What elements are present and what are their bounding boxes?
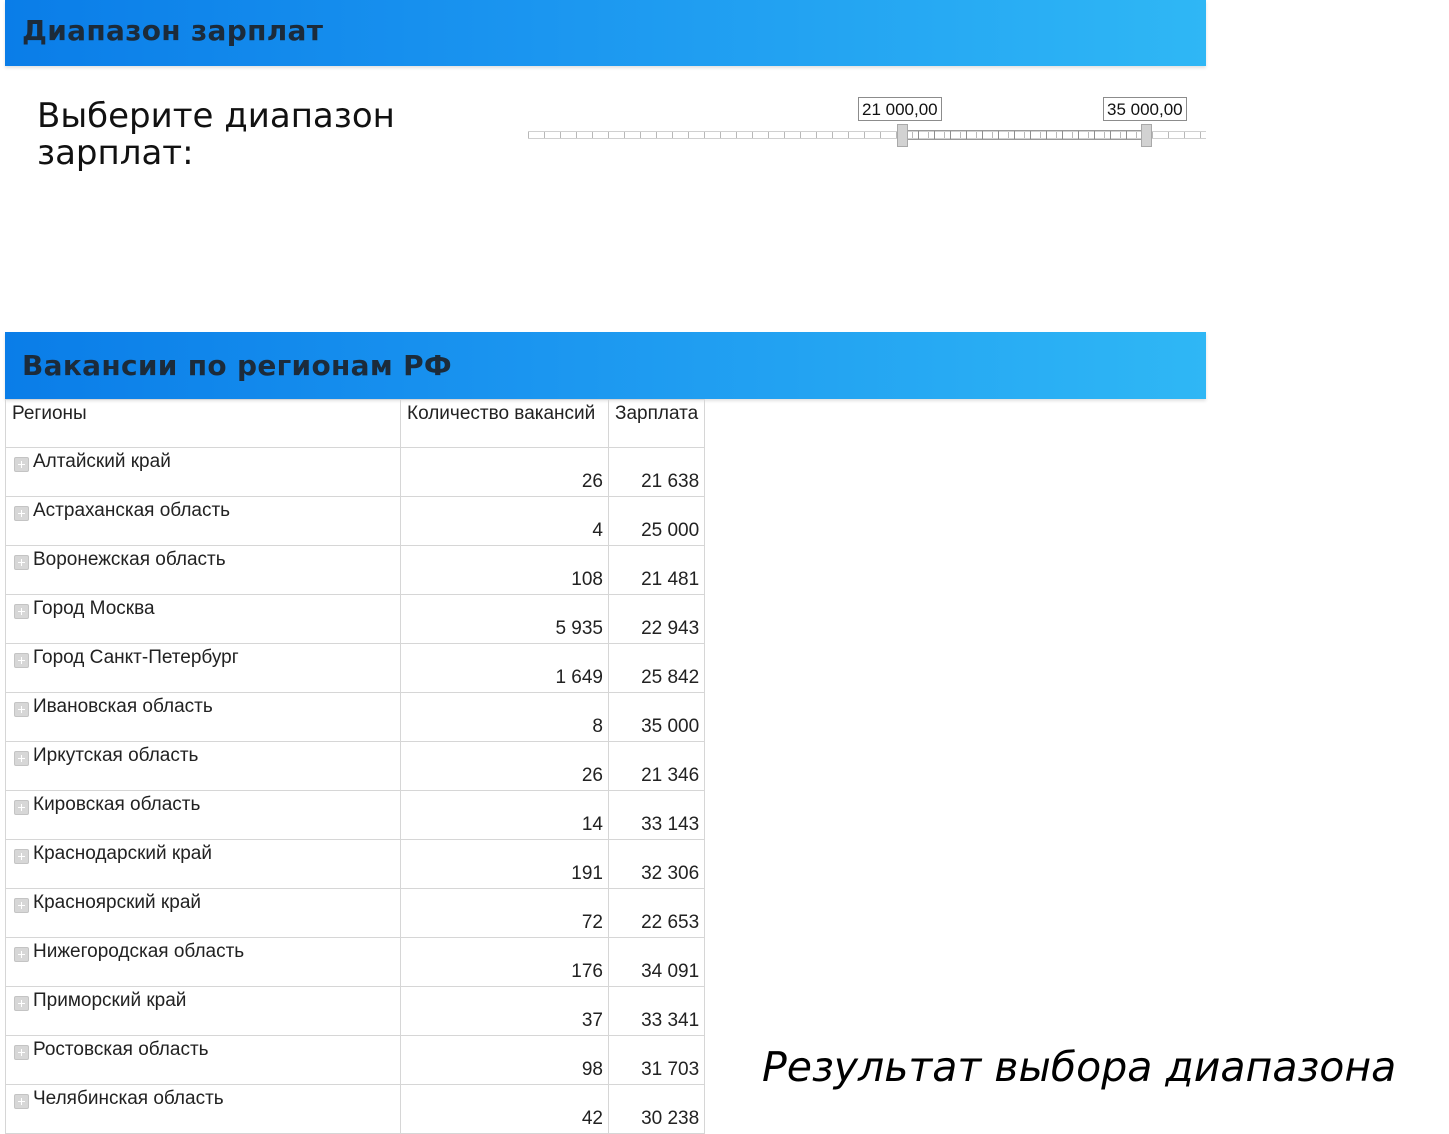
column-header-regions[interactable]: Регионы bbox=[6, 400, 401, 448]
slider-min-value: 21 000,00 bbox=[858, 97, 942, 121]
salary-range-title: Диапазон зарплат bbox=[22, 14, 324, 47]
vacancy-count-cell: 176 bbox=[401, 938, 609, 987]
salary-cell: 31 703 bbox=[609, 1036, 705, 1085]
vacancies-header bbox=[5, 332, 1206, 399]
region-name: Алтайский край bbox=[33, 451, 171, 472]
plus-box-icon[interactable] bbox=[14, 457, 29, 472]
salary-cell: 35 000 bbox=[609, 693, 705, 742]
table-row bbox=[6, 791, 705, 840]
region-cell bbox=[6, 546, 401, 595]
table-row bbox=[6, 693, 705, 742]
vacancy-count-cell: 108 bbox=[401, 546, 609, 595]
salary-cell: 25 000 bbox=[609, 497, 705, 546]
result-caption: Результат выбора диапазона bbox=[762, 1043, 1397, 1091]
salary-cell: 30 238 bbox=[609, 1085, 705, 1134]
salary-range-label: Выберите диапазон зарплат: bbox=[37, 96, 395, 173]
vacancy-count-cell: 26 bbox=[401, 742, 609, 791]
salary-range-header bbox=[5, 0, 1206, 66]
vacancy-count-cell: 5 935 bbox=[401, 595, 609, 644]
plus-box-icon[interactable] bbox=[14, 702, 29, 717]
region-name: Краснодарский край bbox=[33, 843, 212, 864]
salary-cell: 25 842 bbox=[609, 644, 705, 693]
table-row bbox=[6, 889, 705, 938]
plus-box-icon[interactable] bbox=[14, 1094, 29, 1109]
vacancy-count-cell: 98 bbox=[401, 1036, 609, 1085]
salary-cell: 22 943 bbox=[609, 595, 705, 644]
table-row bbox=[6, 595, 705, 644]
plus-box-icon[interactable] bbox=[14, 506, 29, 521]
plus-box-icon[interactable] bbox=[14, 898, 29, 913]
plus-box-icon[interactable] bbox=[14, 996, 29, 1011]
table-row bbox=[6, 497, 705, 546]
plus-box-icon[interactable] bbox=[14, 1045, 29, 1060]
region-name: Ростовская область bbox=[33, 1039, 209, 1060]
salary-cell: 34 091 bbox=[609, 938, 705, 987]
plus-box-icon[interactable] bbox=[14, 555, 29, 570]
table-row bbox=[6, 840, 705, 889]
region-cell bbox=[6, 742, 401, 791]
region-name: Иркутская область bbox=[33, 745, 199, 766]
region-cell bbox=[6, 497, 401, 546]
region-name: Приморский край bbox=[33, 990, 187, 1011]
slider-max-handle[interactable] bbox=[1141, 124, 1152, 147]
region-name: Ивановская область bbox=[33, 696, 213, 717]
region-cell bbox=[6, 693, 401, 742]
table-row bbox=[6, 448, 705, 497]
salary-cell: 21 481 bbox=[609, 546, 705, 595]
column-header-vacancy-count[interactable]: Количество вакансий bbox=[401, 400, 609, 448]
region-name: Астраханская область bbox=[33, 500, 231, 521]
salary-cell: 21 638 bbox=[609, 448, 705, 497]
table-row bbox=[6, 644, 705, 693]
vacancy-count-cell: 42 bbox=[401, 1085, 609, 1134]
vacancy-count-cell: 4 bbox=[401, 497, 609, 546]
region-cell bbox=[6, 595, 401, 644]
region-name: Воронежская область bbox=[33, 549, 226, 570]
region-cell bbox=[6, 1085, 401, 1134]
salary-range-selected bbox=[902, 130, 1147, 140]
vacancy-count-cell: 191 bbox=[401, 840, 609, 889]
region-cell bbox=[6, 1036, 401, 1085]
region-name: Нижегородская область bbox=[33, 941, 245, 962]
region-cell bbox=[6, 987, 401, 1036]
region-name: Челябинская область bbox=[33, 1088, 224, 1109]
slider-min-handle[interactable] bbox=[897, 124, 908, 147]
plus-box-icon[interactable] bbox=[14, 849, 29, 864]
table-row bbox=[6, 1036, 705, 1085]
region-cell bbox=[6, 938, 401, 987]
region-name: Кировская область bbox=[33, 794, 201, 815]
table-row bbox=[6, 938, 705, 987]
vacancy-count-cell: 26 bbox=[401, 448, 609, 497]
vacancy-count-cell: 37 bbox=[401, 987, 609, 1036]
table-row bbox=[6, 742, 705, 791]
vacancy-count-cell: 72 bbox=[401, 889, 609, 938]
plus-box-icon[interactable] bbox=[14, 604, 29, 619]
salary-cell: 33 341 bbox=[609, 987, 705, 1036]
region-cell bbox=[6, 840, 401, 889]
region-name: Город Москва bbox=[33, 598, 155, 619]
plus-box-icon[interactable] bbox=[14, 751, 29, 766]
vacancies-table bbox=[5, 399, 705, 1134]
slider-max-value: 35 000,00 bbox=[1103, 97, 1187, 121]
vacancies-title: Вакансии по регионам РФ bbox=[22, 349, 452, 382]
table-row bbox=[6, 546, 705, 595]
region-name: Город Санкт-Петербург bbox=[33, 647, 239, 668]
vacancy-count-cell: 8 bbox=[401, 693, 609, 742]
plus-box-icon[interactable] bbox=[14, 653, 29, 668]
vacancy-count-cell: 14 bbox=[401, 791, 609, 840]
vacancy-count-cell: 1 649 bbox=[401, 644, 609, 693]
region-cell bbox=[6, 644, 401, 693]
table-header-row bbox=[6, 400, 705, 448]
plus-box-icon[interactable] bbox=[14, 947, 29, 962]
region-cell bbox=[6, 889, 401, 938]
salary-cell: 21 346 bbox=[609, 742, 705, 791]
table-row bbox=[6, 987, 705, 1036]
salary-cell: 33 143 bbox=[609, 791, 705, 840]
plus-box-icon[interactable] bbox=[14, 800, 29, 815]
table-row bbox=[6, 1085, 705, 1134]
region-cell bbox=[6, 791, 401, 840]
region-cell bbox=[6, 448, 401, 497]
region-name: Красноярский край bbox=[33, 892, 201, 913]
column-header-salary[interactable]: Зарплата bbox=[609, 400, 705, 448]
salary-cell: 22 653 bbox=[609, 889, 705, 938]
salary-cell: 32 306 bbox=[609, 840, 705, 889]
